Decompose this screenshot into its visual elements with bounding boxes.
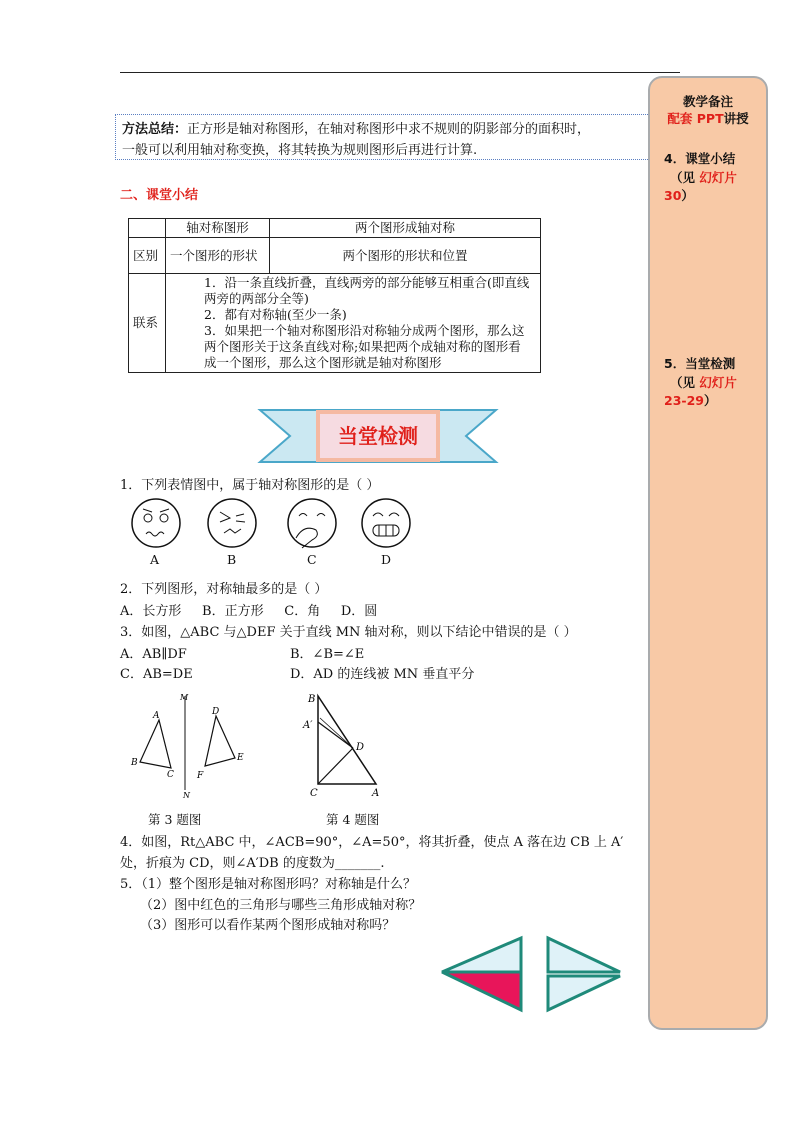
question-1: 1．下列表情图中，属于轴对称图形的是（ ） <box>120 478 380 493</box>
question-2-options: A．长方形 B．正方形 C．角 D．圆 <box>120 604 378 619</box>
sidebar-item-4-title: 4．课堂小结 <box>664 151 736 166</box>
fig3-label-f: F <box>197 771 204 781</box>
table-row <box>129 219 541 238</box>
method-line1: 正方形是轴对称图形，在轴对称图形中求不规则的阴影部分的面积时， <box>187 122 591 137</box>
fig3-label-e: E <box>237 753 244 763</box>
teaching-notes-sidebar <box>648 76 768 1030</box>
sidebar-item-4-close: ） <box>681 188 694 203</box>
question-3-option-d: D．AD 的连线被 MN 垂直平分 <box>290 667 475 682</box>
question-5-line2: （2）图中红色的三角形与哪些三角形成轴对称？ <box>140 898 422 913</box>
fig4-label-c: C <box>310 788 318 799</box>
method-summary-box <box>115 114 650 160</box>
sidebar-item-4-slides: 幻灯片 <box>699 170 737 185</box>
banner-title: 当堂检测 <box>338 424 418 448</box>
question-3: 3．如图，△ABC 与△DEF 关于直线 MN 轴对称，则以下结论中错误的是（ ） <box>120 625 577 640</box>
option-label-a: A <box>150 552 160 567</box>
link-line: 两个图形关于这条直线对称;如果把两个成轴对称的图形看 <box>204 339 521 354</box>
option-label-d: D <box>381 552 392 567</box>
fig3-label-d: D <box>212 707 220 717</box>
question-3-option-c: C．AB=DE <box>120 667 193 682</box>
link-line: 2．都有对称轴(至少一条) <box>204 307 347 322</box>
face-c-icon <box>288 499 336 548</box>
table-cell: 一个图形的形状 <box>166 238 270 274</box>
sidebar-item-5-slides: 幻灯片 <box>699 375 737 390</box>
fig4-label-a-prime: A′ <box>303 720 313 731</box>
table-row-label: 区别 <box>129 238 166 274</box>
table-header-cell: 两个图形成轴对称 <box>270 219 541 238</box>
emoji-faces <box>124 496 424 552</box>
sidebar-item-4-slide-num: 30 <box>664 188 682 203</box>
face-d-icon <box>362 499 410 547</box>
sidebar-item-5-slide-num: 23-29 <box>664 393 704 408</box>
table-row <box>129 274 541 373</box>
figure-4-caption: 第 4 题图 <box>326 812 380 827</box>
sidebar-title: 教学备注 <box>682 94 733 109</box>
question-3-option-b: B．∠B=∠E <box>290 647 365 662</box>
question-3-option-a: A．AB∥DF <box>120 647 187 662</box>
question-5-line3: （3）图形可以看作某两个图形成轴对称吗？ <box>140 918 396 933</box>
fig3-label-c: C <box>167 770 174 780</box>
sidebar-item-5-see: （见 <box>670 375 696 390</box>
banner <box>256 404 500 468</box>
table-row <box>129 238 541 274</box>
table-row-label: 联系 <box>129 274 166 373</box>
sidebar-subtitle: 讲授 <box>723 111 749 126</box>
option-label-b: B <box>227 552 237 567</box>
fig3-label-n: N <box>183 791 190 800</box>
table-cell <box>129 219 166 238</box>
fig3-label-a: A <box>153 711 160 721</box>
link-line: 1．沿一条直线折叠，直线两旁的部分能够互相重合(即直线 <box>204 275 530 290</box>
link-line: 两旁的两部分全等) <box>204 291 309 306</box>
sidebar-item-5-title: 5．当堂检测 <box>664 356 736 371</box>
top-rule <box>120 72 680 73</box>
fig4-label-b: B <box>308 694 316 705</box>
table-cell-link <box>166 274 541 373</box>
table-header-cell: 轴对称图形 <box>166 219 270 238</box>
method-label: 方法总结： <box>122 122 188 137</box>
triangle-figure <box>436 934 626 1016</box>
section-title-summary: 二、课堂小结 <box>120 188 199 203</box>
sidebar-item-5-close: ） <box>703 393 717 408</box>
figure-3 <box>125 690 255 805</box>
fig4-label-d: D <box>356 742 365 753</box>
question-4-line2: 处，折痕为 CD，则∠A′DB 的度数为_______. <box>120 856 385 871</box>
face-b-icon <box>208 499 256 547</box>
fig3-label-m: M <box>180 693 189 702</box>
figure-4 <box>298 688 393 803</box>
fig3-label-b: B <box>131 758 138 768</box>
link-line: 成一个图形，那么这个图形就是轴对称图形 <box>204 355 442 370</box>
face-a-icon <box>132 499 180 547</box>
fig4-label-a: A <box>372 788 380 799</box>
link-line: 3．如果把一个轴对称图形沿对称轴分成两个图形，那么这 <box>204 323 525 338</box>
sidebar-subtitle-red: 配套 PPT <box>667 111 724 126</box>
method-line2: 一般可以利用轴对称变换，将其转换为规则图形后再进行计算. <box>122 143 478 158</box>
question-2: 2．下列图形，对称轴最多的是（ ） <box>120 582 328 597</box>
table-cell: 两个图形的形状和位置 <box>270 238 541 274</box>
question-4-line1: 4．如图，Rt△ABC 中，∠ACB=90°，∠A=50°，将其折叠，使点 A 落在边 CB 上 A′ <box>120 835 624 850</box>
figure-3-caption: 第 3 题图 <box>148 812 202 827</box>
question-5-line1: 5．（1）整个图形是轴对称图形吗？对称轴是什么？ <box>120 877 417 892</box>
option-label-c: C <box>307 552 317 567</box>
summary-table <box>128 218 541 373</box>
sidebar-item-4-see: （见 <box>670 170 696 185</box>
